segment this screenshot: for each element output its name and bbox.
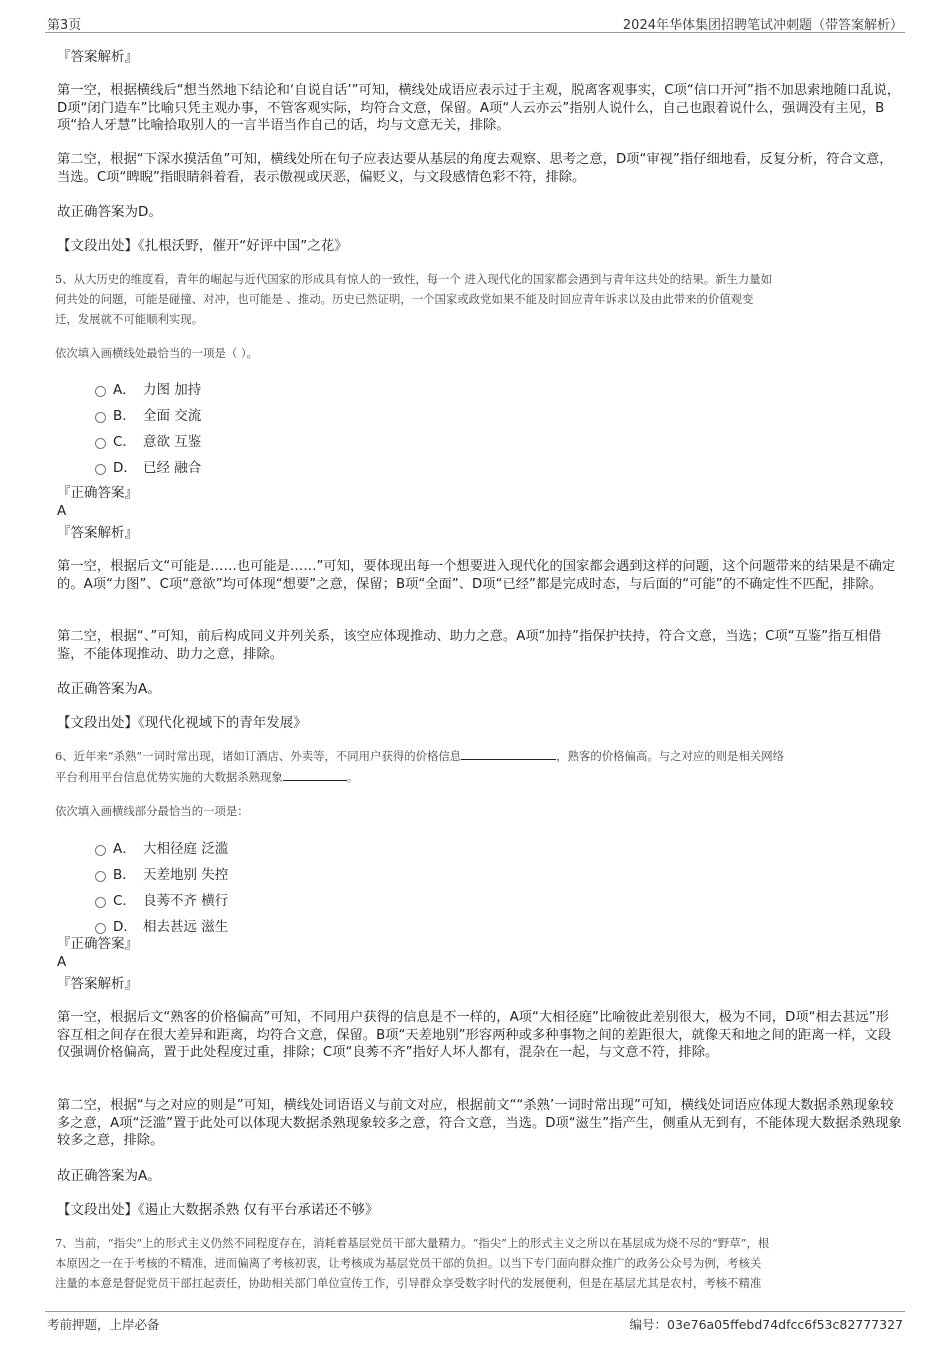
q5-source: 【文段出处】《现代化视域下的青年发展》 [57, 715, 307, 731]
option-key: D． [113, 460, 137, 476]
q6-prompt: 依次填入画横线部分最恰当的一项是： [55, 804, 249, 818]
q6-answer-label: 『正确答案』 [57, 936, 138, 952]
radio-icon[interactable] [95, 386, 106, 397]
q7-stem-line-2: 本原因之一在于考核的不精准，进而偏离了考核初衷，让考核成为基层党员干部的负担。以当下专门面向群众推广的政务公众号为例，考核关 [55, 1256, 762, 1270]
q6-analysis-p2: 第二空，根据“与之对应的则是”可知，横线处词语语义与前文对应，根据前文““杀熟’一词时常出现”可知，横线处词语应体现大数据杀熟现象较多之意，A项“泛滥”置于此处可以体现大数据杀熟现象较多之意，符合文意，当选。D项“滋生”指产生，侧重从无到有，不能体现大数据杀熟现象较多之意，排除。 [57, 1098, 902, 1148]
option-key: A． [113, 841, 136, 857]
page-number: 第3页 [47, 18, 82, 33]
q5-stem-line-1: 5、从大历史的维度看，青年的崛起与近代国家的形成具有惊人的一致性，每一个 进入现代化的国家都会遇到与青年这共处的结果。新生力量如 [55, 272, 773, 286]
q6-stem-line-1: 6、近年来“杀熟”一词时常出现，诸如订酒店、外卖等，不同用户获得的价格信息 ，熟客的价格偏高。与之对应的则是相关网络 [55, 749, 785, 763]
q6-conclusion: 故正确答案为A。 [57, 1168, 161, 1184]
q5-analysis-label: 『答案解析』 [57, 525, 138, 541]
q5-option-b[interactable] [95, 404, 201, 424]
q5-answer-label: 『正确答案』 [57, 485, 138, 501]
option-key: B． [113, 867, 136, 883]
option-text: 天差地别 失控 [143, 867, 229, 883]
q4-conclusion: 故正确答案为D。 [57, 204, 162, 220]
option-text: 意欲 互鉴 [143, 434, 202, 450]
q6-option-b[interactable] [95, 863, 228, 883]
q5-stem-line-3: 迁，发展就不可能顺利实现。 [55, 312, 204, 326]
option-text: 已经 融合 [143, 460, 202, 476]
q5-answer: A [57, 503, 67, 519]
q4-source: 【文段出处】《扎根沃野，催开“好评中国”之花》 [57, 238, 348, 254]
q4-analysis-p2: 第二空，根据“下深水摸活鱼”可知，横线处所在句子应表达要从基层的角度去观察、思考之意，D项“审视”指仔细地看，反复分析，符合文意，当选。C项“睥睨”指眼睛斜着看，表示傲视或厌恶，偏贬义，与文段感情色彩不符，排除。 [57, 152, 893, 185]
q6-answer: A [57, 954, 67, 970]
q5-prompt: 依次填入画横线处最恰当的一项是（ ）。 [55, 346, 258, 360]
q6-option-d[interactable] [95, 915, 228, 935]
q6-stem-line-2: 平台利用平台信息优势实施的大数据杀熟现象 。 [55, 770, 359, 784]
document-title: 2024年华体集团招聘笔试冲刺题（带答案解析） [622, 18, 903, 33]
option-text: 全面 交流 [143, 408, 202, 424]
radio-icon[interactable] [95, 412, 106, 423]
document-id: 编号：03e76a05ffebd74dfcc6f53c82777327 [629, 1317, 903, 1332]
q5-stem-line-2: 何共处的问题，可能是碰撞、对冲，也可能是 、推动。历史已然证明，一个国家或政党如果不能及时回应青年诉求以及由此带来的价值观变 [55, 292, 754, 306]
option-key: D． [113, 919, 137, 935]
page-footer [45, 1311, 905, 1332]
q5-option-d[interactable] [95, 456, 201, 476]
radio-icon[interactable] [95, 464, 106, 475]
q5-analysis-p2: 第二空，根据“、”可知，前后构成同义并列关系，该空应体现推动、助力之意。A项“加持”指保护扶持，符合文意，当选；C项“互鉴”指互相借鉴，不能体现推动、助力之意，排除。 [57, 629, 882, 662]
radio-icon[interactable] [95, 845, 106, 856]
radio-icon[interactable] [95, 871, 106, 882]
q5-option-a[interactable] [95, 378, 201, 398]
q6-option-c[interactable] [95, 889, 228, 909]
q4-analysis-p1: 第一空，根据横线后“想当然地下结论和‘自说自话’”可知，横线处成语应表示过于主观，脱离客观事实，C项“信口开河”指不加思索地随口乱说，D项“闭门造车”比喻只凭主观办事，不管客观实际，均符合文意，保留。A项“人云亦云”指别人说什么，自己也跟着说什么，强调没有主见，B项“拾人牙慧”比喻拾取别人的一言半语当作自己的话，均与文意无关，排除。 [57, 83, 901, 133]
option-text: 良莠不齐 横行 [143, 893, 229, 909]
footer-slogan: 考前押题，上岸必备 [47, 1317, 160, 1332]
radio-icon[interactable] [95, 923, 106, 934]
q7-stem-line-1: 7、当前，“指尖”上的形式主义仍然不同程度存在，消耗着基层党员干部大量精力。“指尖”上的形式主义之所以在基层成为烧不尽的“野草”，根 [55, 1236, 770, 1250]
q7-stem-line-3: 注量的本意是督促党员干部扛起责任，协助相关部门单位宣传工作，引导群众享受数字时代的发展便利，但是在基层尤其是农村，考核不精准 [55, 1276, 762, 1290]
q5-option-c[interactable] [95, 430, 201, 450]
q6-option-a[interactable] [95, 837, 228, 857]
q6-analysis-p1: 第一空，根据后文“熟客的价格偏高”可知，不同用户获得的信息是不一样的，A项“大相径庭”比喻彼此差别很大，极为不同，D项“相去甚远”形容互相之间存在很大差异和距离，均符合文意，保留。B项“天差地别”形容两种或多种事物之间的差距很大，就像天和地之间的距离一样，文段仅强调价格偏高，置于此处程度过重，排除；C项“良莠不齐”指好人坏人都有，混杂在一起，与文意不符，排除。 [57, 1010, 892, 1060]
page-header [45, 12, 905, 33]
radio-icon[interactable] [95, 438, 106, 449]
option-text: 力图 加持 [143, 382, 202, 398]
q6-analysis-label: 『答案解析』 [57, 976, 138, 992]
option-key: C． [113, 434, 136, 450]
q5-analysis-p1: 第一空，根据后文“可能是……也可能是……”可知，要体现出每一个想要进入现代化的国家都会遇到这样的问题，这个问题带来的结果是不确定的。A项“力图”、C项“意欲”均可体现“想要”之意，保留；B项“全面”、D项“已经”都是完成时态，与后面的“可能”的不确定性不匹配，排除。 [57, 559, 896, 592]
option-key: C． [113, 893, 136, 909]
radio-icon[interactable] [95, 897, 106, 908]
option-key: A． [113, 382, 136, 398]
q4-analysis-label: 『答案解析』 [57, 49, 138, 65]
q5-conclusion: 故正确答案为A。 [57, 681, 161, 697]
option-key: B． [113, 408, 136, 424]
option-text: 大相径庭 泛滥 [143, 841, 229, 857]
option-text: 相去甚远 滋生 [143, 919, 229, 935]
q6-source: 【文段出处】《遏止大数据杀熟 仅有平台承诺还不够》 [57, 1202, 379, 1218]
